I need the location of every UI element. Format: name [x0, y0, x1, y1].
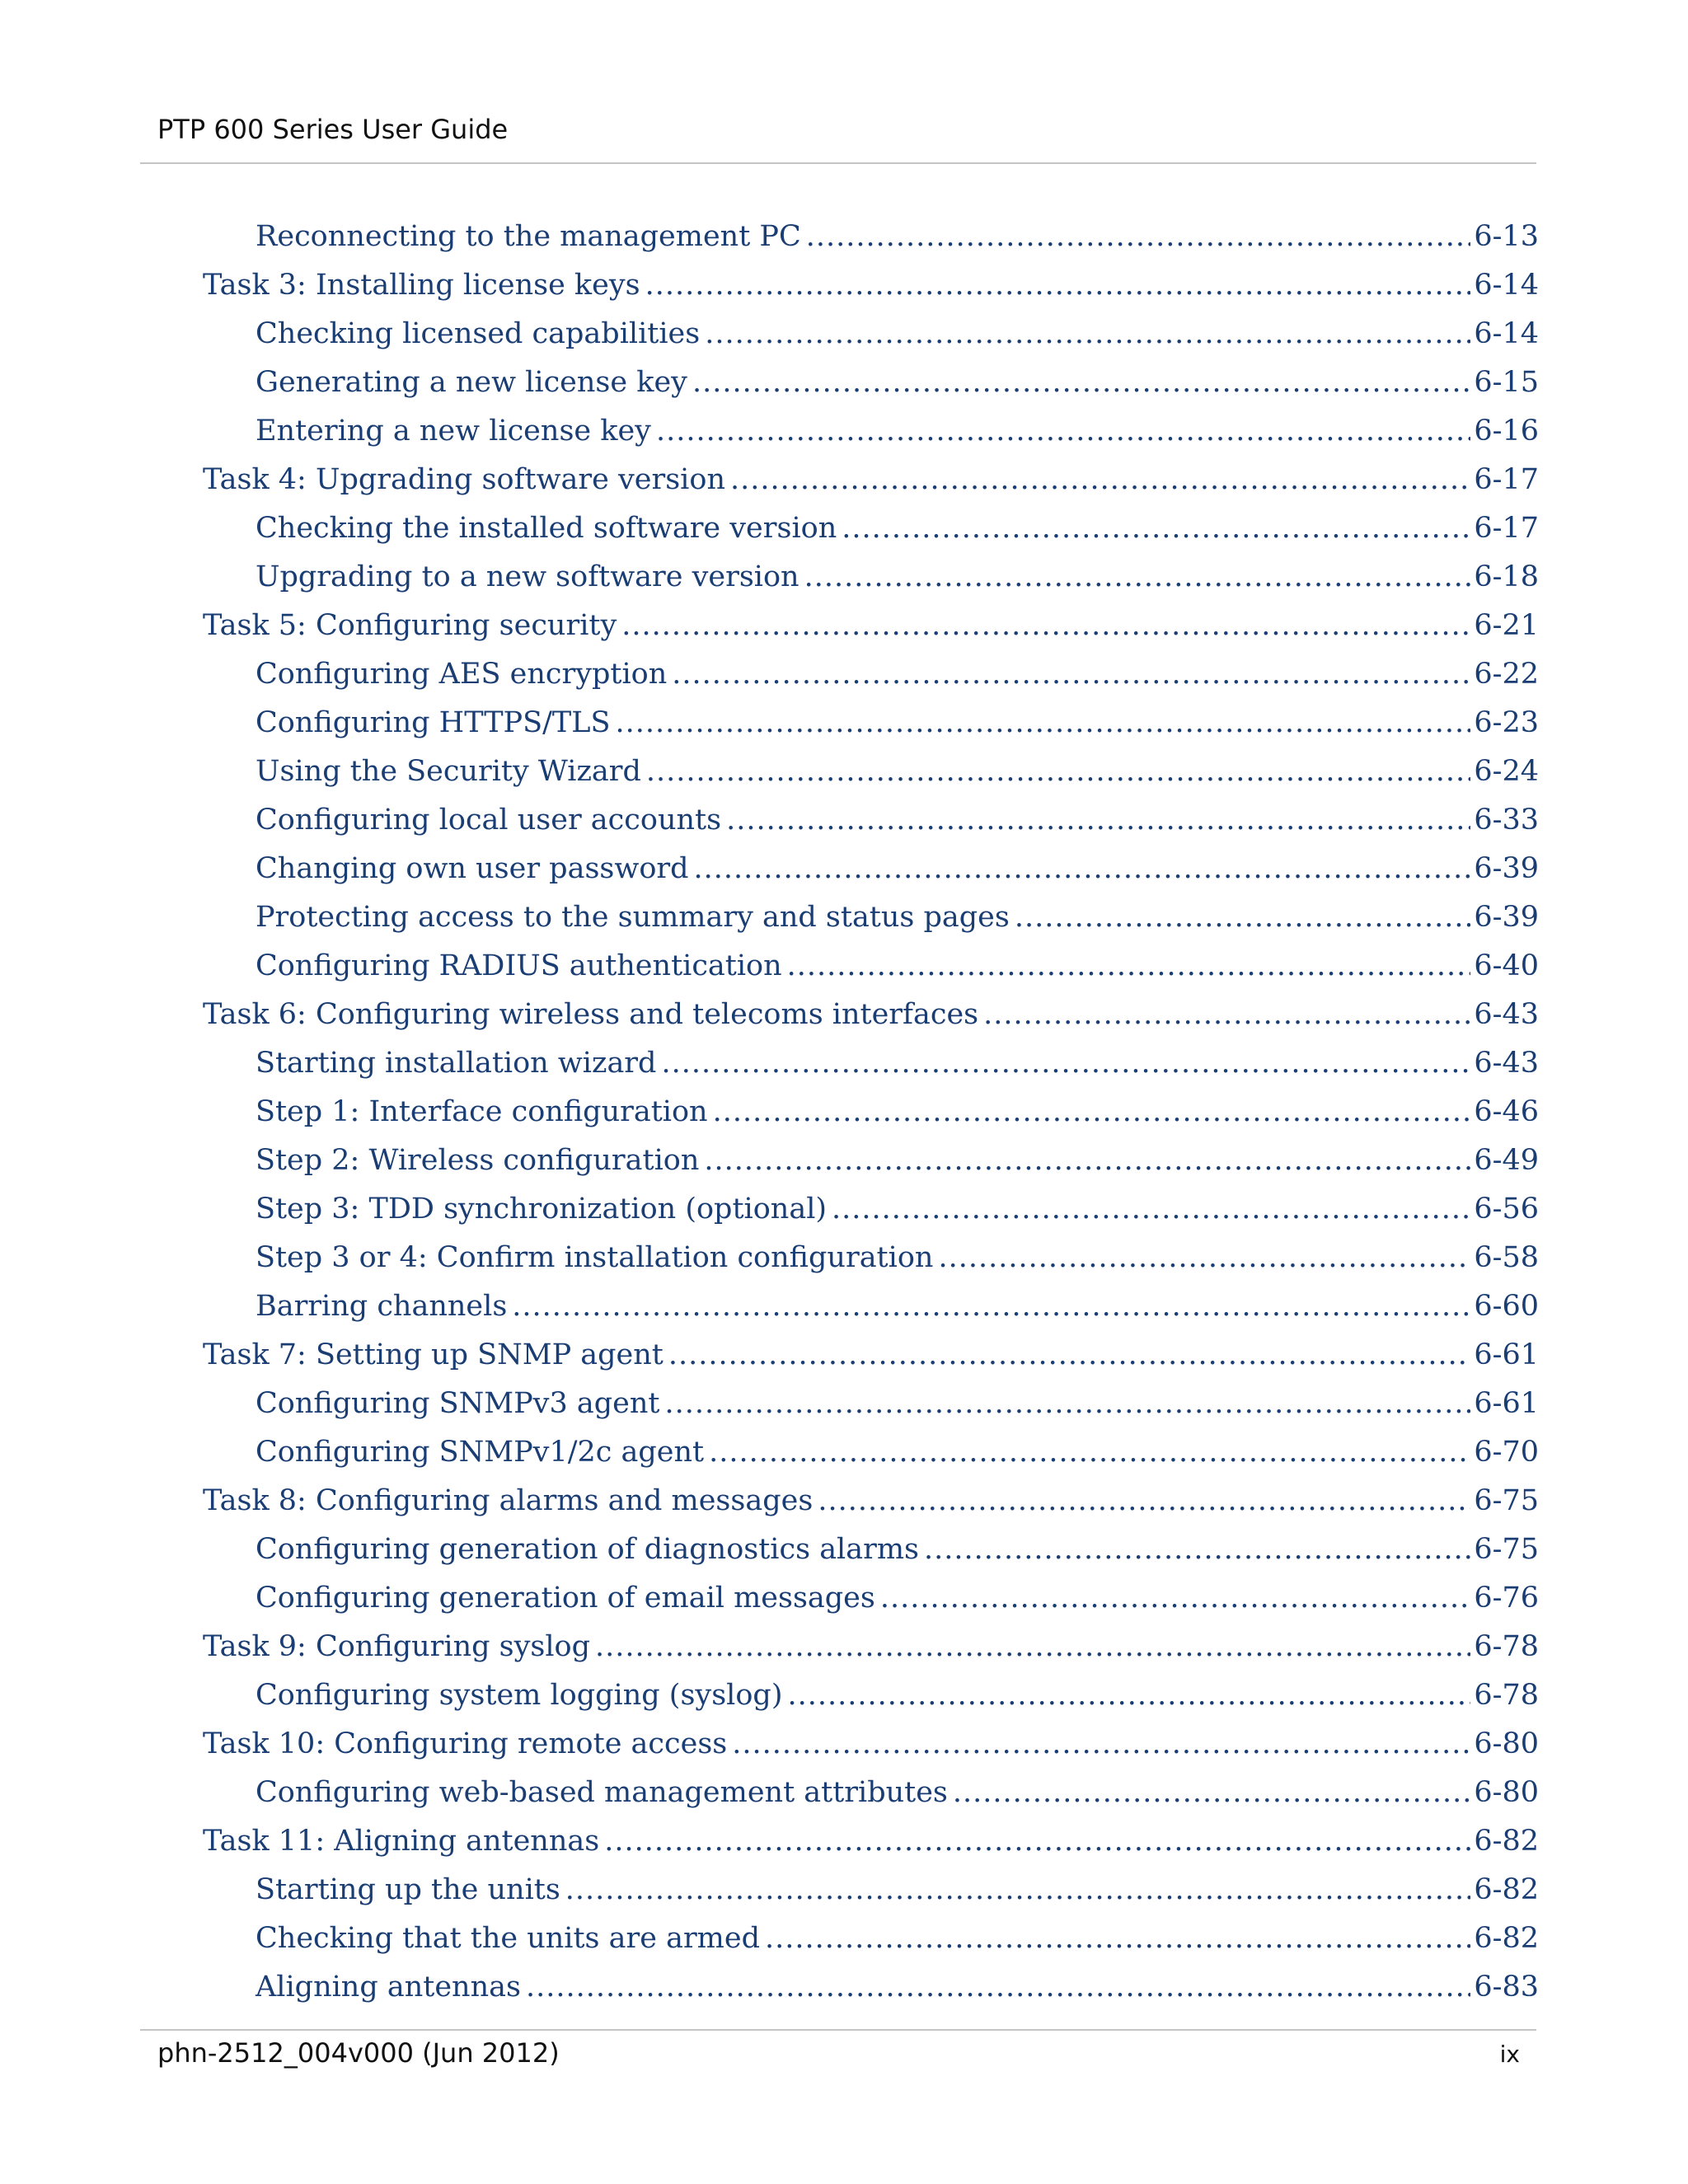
dot-leader [692, 359, 1470, 407]
toc-entry-page-number[interactable]: 6-18 [1474, 560, 1539, 593]
toc-entry-label[interactable]: Changing own user password [256, 852, 689, 885]
toc-entry-label[interactable]: Task 7: Setting up SNMP agent [203, 1338, 663, 1371]
toc-entry[interactable] [0, 504, 1688, 553]
toc-entry-page-number[interactable]: 6-46 [1474, 1095, 1539, 1128]
toc-entry-page-number[interactable]: 6-78 [1474, 1630, 1539, 1663]
toc-entry[interactable] [0, 650, 1688, 699]
toc-entry-label[interactable]: Barring channels [256, 1290, 508, 1323]
toc-entry-page-number[interactable]: 6-80 [1474, 1727, 1539, 1760]
dot-leader [595, 1623, 1470, 1671]
toc-entry[interactable] [0, 1088, 1688, 1137]
toc-entry-page-number[interactable]: 6-78 [1474, 1679, 1539, 1712]
toc-entry-label[interactable]: Protecting access to the summary and status pages [256, 901, 1010, 934]
toc-entry-label[interactable]: Task 9: Configuring syslog [203, 1630, 591, 1663]
toc-entry-label[interactable]: Configuring web-based management attributes [256, 1776, 948, 1809]
toc-entry-page-number[interactable]: 6-76 [1474, 1582, 1539, 1615]
toc-entry[interactable] [0, 1331, 1688, 1380]
dot-leader [788, 1671, 1471, 1720]
dot-leader [704, 1137, 1470, 1185]
toc-entry-page-number[interactable]: 6-15 [1474, 366, 1539, 399]
toc-entry-page-number[interactable]: 6-39 [1474, 901, 1539, 934]
dot-leader [565, 1866, 1471, 1915]
toc-entry[interactable] [0, 893, 1688, 942]
toc-entry-page-number[interactable]: 6-33 [1474, 804, 1539, 837]
toc-entry-page-number[interactable]: 6-24 [1474, 755, 1539, 788]
toc-entry-label[interactable]: Step 2: Wireless configuration [256, 1144, 700, 1177]
toc-entry-label[interactable]: Upgrading to a new software version [256, 560, 799, 593]
dot-leader [732, 1720, 1470, 1769]
dot-leader [615, 699, 1470, 748]
toc-entry-label[interactable]: Starting up the units [256, 1873, 560, 1906]
toc-entry-page-number[interactable]: 6-82 [1474, 1922, 1539, 1955]
toc-entry-page-number[interactable]: 6-21 [1474, 609, 1539, 642]
dot-leader [694, 845, 1471, 893]
toc-entry-label[interactable]: Configuring SNMPv1/2c agent [256, 1436, 705, 1469]
toc-entry-label[interactable]: Task 5: Configuring security [203, 609, 617, 642]
toc-entry[interactable] [0, 748, 1688, 796]
toc-entry-page-number[interactable]: 6-60 [1474, 1290, 1539, 1323]
toc-entry-label[interactable]: Task 6: Configuring wireless and telecoms interfaces [203, 998, 979, 1031]
toc-entry[interactable] [0, 261, 1688, 310]
toc-entry[interactable] [0, 407, 1688, 456]
footer-document-id: phn-2512_004v000 (Jun 2012) [157, 2037, 560, 2069]
toc-entry-label[interactable]: Task 3: Installing license keys [203, 269, 640, 302]
toc-entry-label[interactable]: Starting installation wizard [256, 1047, 657, 1080]
header-rule [140, 162, 1536, 164]
toc-entry-label[interactable]: Checking that the units are armed [256, 1922, 760, 1955]
toc-entry[interactable] [0, 602, 1688, 650]
dot-leader [713, 1088, 1471, 1137]
toc-entry-page-number[interactable]: 6-80 [1474, 1776, 1539, 1809]
dot-leader [726, 796, 1470, 845]
toc-entry-label[interactable]: Configuring SNMPv3 agent [256, 1387, 660, 1420]
toc-entry-label[interactable]: Checking the installed software version [256, 512, 837, 545]
toc-entry-label[interactable]: Configuring generation of email messages [256, 1582, 875, 1615]
footer-page-number: ix [1499, 2041, 1520, 2068]
toc-entry[interactable] [0, 1915, 1688, 1963]
toc-entry-page-number[interactable]: 6-17 [1474, 512, 1539, 545]
dot-leader [806, 213, 1471, 261]
dot-leader [668, 1331, 1471, 1380]
toc-entry[interactable] [0, 991, 1688, 1039]
toc-entry-page-number[interactable]: 6-82 [1474, 1825, 1539, 1858]
toc-entry-page-number[interactable]: 6-22 [1474, 658, 1539, 691]
toc-entry[interactable] [0, 1963, 1688, 2012]
toc-entry-label[interactable]: Entering a new license key [256, 415, 651, 448]
toc-entry-page-number[interactable]: 6-82 [1474, 1873, 1539, 1906]
toc-entry[interactable] [0, 1477, 1688, 1526]
toc-entry-page-number[interactable]: 6-56 [1474, 1193, 1539, 1226]
toc-entry[interactable] [0, 796, 1688, 845]
toc-entry-label[interactable]: Configuring AES encryption [256, 658, 668, 691]
toc-entry-page-number[interactable]: 6-58 [1474, 1241, 1539, 1274]
toc-entry[interactable] [0, 456, 1688, 504]
table-of-contents [0, 213, 1688, 2012]
toc-entry-page-number[interactable]: 6-83 [1474, 1971, 1539, 2004]
toc-entry-page-number[interactable]: 6-14 [1474, 269, 1539, 302]
dot-leader [664, 1380, 1470, 1428]
toc-entry[interactable] [0, 1234, 1688, 1282]
toc-entry[interactable] [0, 553, 1688, 602]
dot-leader [818, 1477, 1470, 1526]
toc-entry-page-number[interactable]: 6-13 [1474, 220, 1539, 253]
dot-leader [646, 748, 1470, 796]
dot-leader [730, 456, 1470, 504]
toc-entry-label[interactable]: Configuring HTTPS/TLS [256, 706, 611, 739]
toc-entry[interactable] [0, 359, 1688, 407]
toc-entry[interactable] [0, 1526, 1688, 1574]
toc-entry[interactable] [0, 1185, 1688, 1234]
dot-leader [938, 1234, 1470, 1282]
dot-leader [705, 310, 1470, 359]
toc-entry-page-number[interactable]: 6-75 [1474, 1533, 1539, 1566]
toc-entry[interactable] [0, 1428, 1688, 1477]
dot-leader [621, 602, 1470, 650]
footer-rule [140, 2029, 1536, 2031]
toc-entry[interactable] [0, 1866, 1688, 1915]
toc-entry[interactable] [0, 1671, 1688, 1720]
dot-leader [604, 1817, 1470, 1866]
toc-entry-label[interactable]: Configuring generation of diagnostics alarms [256, 1533, 919, 1566]
toc-entry-label[interactable]: Step 1: Interface configuration [256, 1095, 708, 1128]
dot-leader [765, 1915, 1470, 1963]
toc-entry-label[interactable]: Task 8: Configuring alarms and messages [203, 1484, 814, 1517]
toc-entry[interactable] [0, 1720, 1688, 1769]
dot-leader [656, 407, 1470, 456]
toc-entry[interactable] [0, 1039, 1688, 1088]
toc-entry-page-number[interactable]: 6-49 [1474, 1144, 1539, 1177]
toc-entry-label[interactable]: Task 10: Configuring remote access [203, 1727, 728, 1760]
toc-entry-page-number[interactable]: 6-43 [1474, 998, 1539, 1031]
toc-entry-label[interactable]: Step 3 or 4: Confirm installation configuration [256, 1241, 934, 1274]
dot-leader [880, 1574, 1471, 1623]
toc-entry[interactable] [0, 1817, 1688, 1866]
toc-entry[interactable] [0, 310, 1688, 359]
toc-entry[interactable] [0, 942, 1688, 991]
toc-entry[interactable] [0, 699, 1688, 748]
toc-entry-label[interactable]: Checking licensed capabilities [256, 317, 701, 350]
running-header-title: PTP 600 Series User Guide [157, 114, 509, 145]
toc-entry-page-number[interactable]: 6-70 [1474, 1436, 1539, 1469]
toc-entry[interactable] [0, 1380, 1688, 1428]
dot-leader [804, 553, 1471, 602]
dot-leader [842, 504, 1470, 553]
toc-entry-label[interactable]: Reconnecting to the management PC [256, 220, 801, 253]
toc-entry[interactable] [0, 1769, 1688, 1817]
dot-leader [672, 650, 1470, 699]
toc-entry-label[interactable]: Using the Security Wizard [256, 755, 641, 788]
toc-entry-label[interactable]: Configuring RADIUS authentication [256, 949, 782, 982]
toc-entry-label[interactable]: Configuring local user accounts [256, 804, 722, 837]
toc-entry-page-number[interactable]: 6-61 [1474, 1338, 1539, 1371]
toc-entry-label[interactable]: Aligning antennas [256, 1971, 521, 2004]
toc-entry-label[interactable]: Step 3: TDD synchronization (optional) [256, 1193, 828, 1226]
toc-entry-page-number[interactable]: 6-75 [1474, 1484, 1539, 1517]
toc-entry-page-number[interactable]: 6-14 [1474, 317, 1539, 350]
dot-leader [512, 1282, 1470, 1331]
toc-entry[interactable] [0, 1574, 1688, 1623]
dot-leader [787, 942, 1471, 991]
toc-entry[interactable] [0, 1137, 1688, 1185]
toc-entry-page-number[interactable]: 6-23 [1474, 706, 1539, 739]
toc-entry-page-number[interactable]: 6-61 [1474, 1387, 1539, 1420]
dot-leader [924, 1526, 1470, 1574]
dot-leader [1015, 893, 1471, 942]
toc-entry-page-number[interactable]: 6-40 [1474, 949, 1539, 982]
toc-entry[interactable] [0, 1282, 1688, 1331]
dot-leader [709, 1428, 1470, 1477]
dot-leader [526, 1963, 1470, 2012]
toc-entry-page-number[interactable]: 6-16 [1474, 415, 1539, 448]
toc-entry-label[interactable]: Configuring system logging (syslog) [256, 1679, 783, 1712]
dot-leader [661, 1039, 1470, 1088]
dot-leader [983, 991, 1470, 1039]
dot-leader [953, 1769, 1470, 1817]
toc-entry[interactable] [0, 845, 1688, 893]
toc-entry-page-number[interactable]: 6-43 [1474, 1047, 1539, 1080]
toc-entry-label[interactable]: Task 11: Aligning antennas [203, 1825, 600, 1858]
dot-leader [832, 1185, 1470, 1234]
toc-entry-label[interactable]: Task 4: Upgrading software version [203, 463, 725, 496]
toc-entry-label[interactable]: Generating a new license key [256, 366, 687, 399]
toc-entry[interactable] [0, 213, 1688, 261]
toc-entry[interactable] [0, 1623, 1688, 1671]
dot-leader [645, 261, 1471, 310]
toc-entry-page-number[interactable]: 6-17 [1474, 463, 1539, 496]
toc-entry-page-number[interactable]: 6-39 [1474, 852, 1539, 885]
